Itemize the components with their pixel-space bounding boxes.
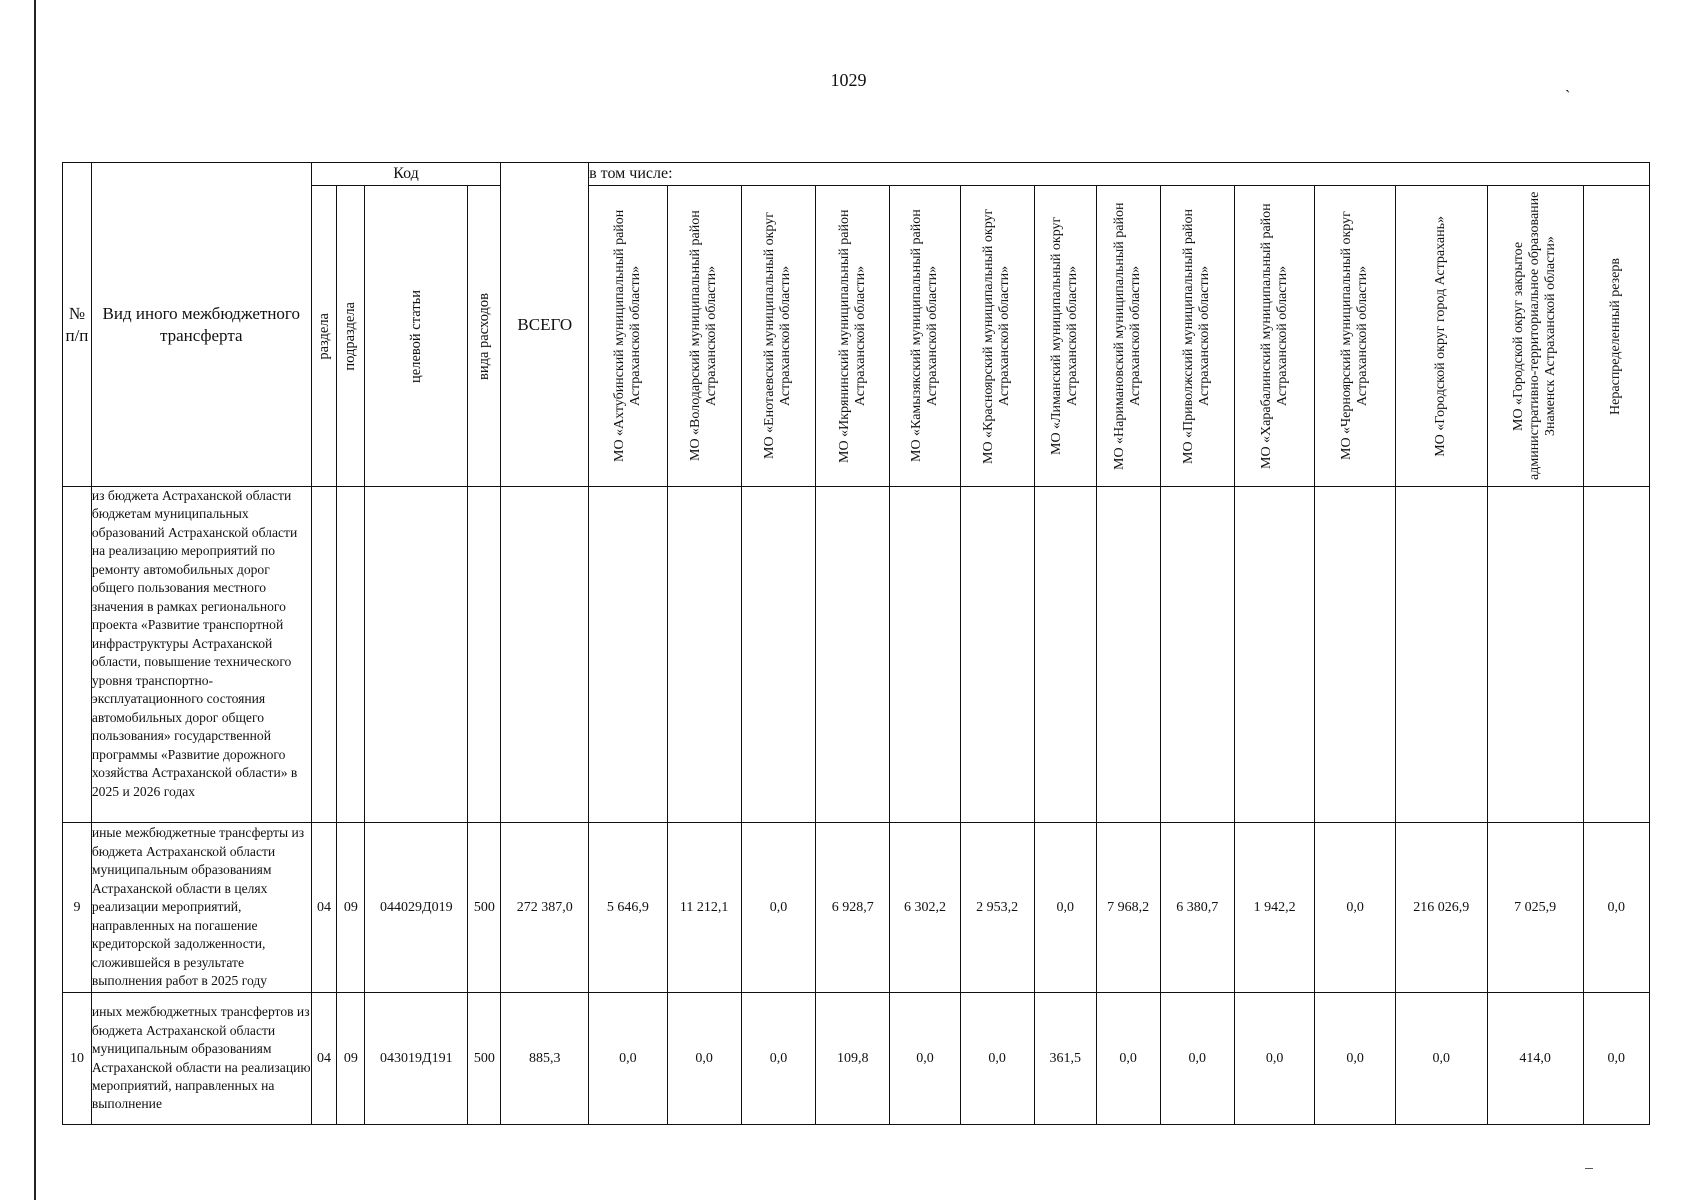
header-target: целевой статьи xyxy=(408,289,424,383)
page-number: 1029 xyxy=(830,70,867,90)
row-value xyxy=(890,487,960,823)
row-value: 0,0 xyxy=(890,993,960,1125)
row-vid: 500 xyxy=(468,823,501,993)
row-value: 0,0 xyxy=(741,993,815,1125)
row-value: 216 026,9 xyxy=(1395,823,1487,993)
header-mo-cell xyxy=(890,186,960,487)
row-value xyxy=(1034,487,1096,823)
row-podrazdel: 09 xyxy=(337,993,365,1125)
row-value: 11 212,1 xyxy=(667,823,741,993)
header-podrazdel: подраздела xyxy=(342,301,359,371)
header-mo-cell xyxy=(1160,186,1234,487)
row-value: 0,0 xyxy=(960,993,1034,1125)
row-vid xyxy=(468,487,501,823)
row-podrazdel xyxy=(337,487,365,823)
row-num: 10 xyxy=(63,993,92,1125)
header-vid: вида расходов xyxy=(476,292,493,380)
header-razdel-cell xyxy=(311,186,337,487)
header-mo-cell xyxy=(1315,186,1395,487)
corner-mark: ˏ xyxy=(1565,76,1571,93)
header-mo-cell xyxy=(1034,186,1096,487)
row-value xyxy=(1487,487,1583,823)
row-value: 0,0 xyxy=(1583,993,1649,1125)
row-value: 1 942,2 xyxy=(1234,823,1314,993)
header-mo-column: МО «Лиманский муниципальный округ Астраханской области» xyxy=(1049,216,1081,456)
header-reserve-column: Нераспределенный резерв xyxy=(1608,257,1624,415)
row-value: 0,0 xyxy=(1395,993,1487,1125)
header-total: ВСЕГО xyxy=(501,163,589,487)
row-value: 0,0 xyxy=(1583,823,1649,993)
header-mo-column: МО «Икрянинский муниципальный район Астраханской области» xyxy=(836,209,868,463)
row-value: 414,0 xyxy=(1487,993,1583,1125)
header-mo-cell xyxy=(589,186,667,487)
row-value xyxy=(1315,487,1395,823)
header-mo-cell xyxy=(741,186,815,487)
row-value: 0,0 xyxy=(1315,993,1395,1125)
row-value xyxy=(1395,487,1487,823)
row-value xyxy=(816,487,890,823)
row-description: иных межбюджетных трансфертов из бюджета Астраханской области муниципальным образованиям Астраханской области на реализацию мероприятий, направленных на выполнение xyxy=(91,993,311,1125)
header-mo-cell xyxy=(667,186,741,487)
row-value: 0,0 xyxy=(667,993,741,1125)
table-row xyxy=(63,823,1650,993)
row-podrazdel: 09 xyxy=(337,823,365,993)
header-mo-column: МО «Наримановский муниципальный район Астраханской области» xyxy=(1112,202,1144,470)
header-reserve-cell xyxy=(1583,186,1649,487)
row-total: 885,3 xyxy=(501,993,589,1125)
row-total: 272 387,0 xyxy=(501,823,589,993)
row-total xyxy=(501,487,589,823)
row-value: 6 302,2 xyxy=(890,823,960,993)
row-value xyxy=(1583,487,1649,823)
header-mo-column: МО «Харабалинский муниципальный район Астраханской области» xyxy=(1258,203,1290,469)
row-value: 0,0 xyxy=(1160,993,1234,1125)
row-value xyxy=(960,487,1034,823)
row-value: 0,0 xyxy=(1096,993,1160,1125)
row-razdel: 04 xyxy=(311,993,337,1125)
row-target: 043019Д191 xyxy=(365,993,468,1125)
row-razdel: 04 xyxy=(311,823,337,993)
bottom-dash-mark xyxy=(1585,1168,1593,1169)
header-mo-cell xyxy=(816,186,890,487)
row-description: из бюджета Астраханской области бюджетам муниципальных образований Астраханской области на реализацию мероприятий по ремонту автомобильных дорог общего пользования местного значения в рамках регионального проекта «Развитие транспортной инфраструктуры Астраханской области, повышение технического уровня транспортно-эксплуатационного состояния автомобильных дорог общего пользования» государственной программы «Развитие дорожного хозяйства Астраханской области» в 2025 и 2026 годах xyxy=(91,487,311,823)
header-mo-cell xyxy=(960,186,1034,487)
row-value xyxy=(1096,487,1160,823)
header-mo-column: МО «Приволжский муниципальный район Астраханской области» xyxy=(1181,208,1213,464)
row-value: 0,0 xyxy=(741,823,815,993)
row-value xyxy=(1160,487,1234,823)
header-num: № п/п xyxy=(63,163,92,487)
header-mo-cell xyxy=(1487,186,1583,487)
row-value: 0,0 xyxy=(1034,823,1096,993)
header-mo-column: МО «Енотаевский муниципальный округ Астраханской области» xyxy=(762,212,794,460)
header-mo-column: МО «Городской округ закрытое административно-территориальное образование Знаменск Астраханской области» xyxy=(1511,191,1559,481)
row-num xyxy=(63,487,92,823)
header-row-1 xyxy=(63,163,1650,186)
row-value xyxy=(1234,487,1314,823)
row-value: 361,5 xyxy=(1034,993,1096,1125)
row-value: 5 646,9 xyxy=(589,823,667,993)
row-razdel xyxy=(311,487,337,823)
header-podrazdel-cell xyxy=(337,186,365,487)
row-value: 2 953,2 xyxy=(960,823,1034,993)
left-margin-line xyxy=(34,0,36,1200)
header-mo-column: МО «Красноярский муниципальный округ Астраханской области» xyxy=(981,208,1013,464)
row-value: 7 025,9 xyxy=(1487,823,1583,993)
header-target-cell xyxy=(365,186,468,487)
row-value: 6 928,7 xyxy=(816,823,890,993)
row-value: 0,0 xyxy=(1234,993,1314,1125)
row-target: 044029Д019 xyxy=(365,823,468,993)
row-num: 9 xyxy=(63,823,92,993)
header-vid-cell xyxy=(468,186,501,487)
header-razdel: раздела xyxy=(315,312,332,360)
row-target xyxy=(365,487,468,823)
table-row xyxy=(63,993,1650,1125)
header-mo-column: МО «Ахтубинский муниципальный район Астраханской области» xyxy=(611,209,643,463)
header-including: в том числе: xyxy=(589,163,1650,186)
header-kod: Код xyxy=(311,163,501,186)
row-vid: 500 xyxy=(468,993,501,1125)
row-value: 6 380,7 xyxy=(1160,823,1234,993)
row-value xyxy=(667,487,741,823)
header-mo-cell xyxy=(1096,186,1160,487)
header-mo-column: МО «Черноярский муниципальный округ Астраханской области» xyxy=(1339,211,1371,461)
row-value xyxy=(741,487,815,823)
row-value: 0,0 xyxy=(1315,823,1395,993)
header-mo-cell xyxy=(1395,186,1487,487)
header-mo-column: МО «Володарский муниципальный район Астраханской области» xyxy=(688,210,720,462)
header-mo-column: МО «Городской округ город Астрахань» xyxy=(1433,215,1449,457)
header-transfer-type: Вид иного межбюджетного трансферта xyxy=(91,163,311,487)
row-value xyxy=(589,487,667,823)
row-value: 109,8 xyxy=(816,993,890,1125)
row-value: 7 968,2 xyxy=(1096,823,1160,993)
row-description: иные межбюджетные трансферты из бюджета Астраханской области муниципальным образованиям Астраханской области в целях реализации мероприятий, направленных на погашение кредиторской задолженности, сложившейся в результате выполнения работ в 2025 году xyxy=(91,823,311,993)
transfers-table xyxy=(62,162,1650,1125)
table-row xyxy=(63,487,1650,823)
row-value: 0,0 xyxy=(589,993,667,1125)
header-mo-column: МО «Камызякский муниципальный район Астраханской области» xyxy=(908,209,940,463)
header-mo-cell xyxy=(1234,186,1314,487)
